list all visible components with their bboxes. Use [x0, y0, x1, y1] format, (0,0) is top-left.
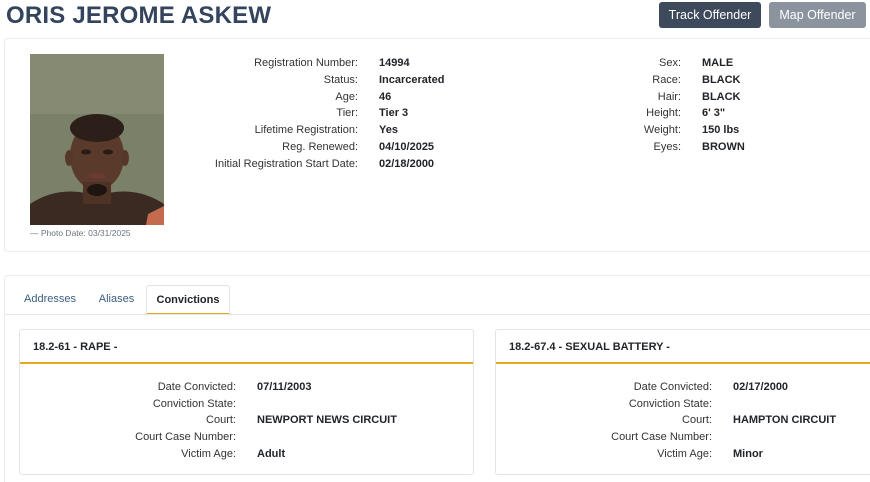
- race-label: Race:: [652, 74, 681, 86]
- offender-photo-image: [30, 54, 164, 225]
- height-label: Height:: [646, 107, 681, 119]
- map-offender-button[interactable]: Map Offender: [769, 2, 866, 28]
- weight-value: 150 lbs: [702, 124, 740, 136]
- tier-value: Tier 3: [379, 107, 409, 119]
- registration-number-label: Registration Number:: [254, 57, 358, 69]
- age-value: 46: [379, 91, 392, 103]
- court-label: Court:: [206, 414, 236, 426]
- sex-value: MALE: [702, 57, 734, 69]
- tab-addresses[interactable]: Addresses: [24, 293, 76, 305]
- initial-registration-label: Initial Registration Start Date:: [214, 158, 358, 170]
- hair-label: Hair:: [657, 91, 681, 103]
- tab-aliases[interactable]: Aliases: [98, 293, 135, 305]
- weight-label: Weight:: [643, 124, 681, 136]
- victim-age-label: Victim Age:: [657, 448, 712, 460]
- eyes-value: BROWN: [702, 141, 745, 153]
- sex-label: Sex:: [658, 57, 681, 69]
- registration-number-value: 14994: [379, 57, 410, 69]
- reg-renewed-label: Reg. Renewed:: [282, 141, 358, 153]
- eyes-label: Eyes:: [653, 141, 681, 153]
- photo-date-caption: — Photo Date: 03/31/2025: [30, 228, 131, 238]
- court-label: Court:: [682, 414, 712, 426]
- race-value: BLACK: [702, 74, 741, 86]
- date-convicted-label: Date Convicted:: [633, 381, 712, 393]
- date-convicted-value: 07/11/2003: [257, 381, 312, 393]
- tabs-divider: [5, 314, 870, 315]
- hair-value: BLACK: [702, 91, 741, 103]
- tier-label: Tier:: [336, 107, 358, 119]
- page-title: ORIS JEROME ASKEW: [6, 2, 272, 29]
- court-value: NEWPORT NEWS CIRCUIT: [257, 414, 397, 426]
- age-label: Age:: [335, 91, 358, 103]
- height-value: 6' 3": [702, 107, 726, 119]
- initial-registration-value: 02/18/2000: [379, 158, 435, 170]
- court-case-number-label: Court Case Number:: [135, 431, 236, 443]
- offender-photo: [30, 54, 164, 225]
- conviction-state-label: Conviction State:: [628, 398, 712, 410]
- victim-age-value: Minor: [733, 448, 763, 460]
- conviction-title: 18.2-67.4 - SEXUAL BATTERY -: [496, 330, 870, 364]
- reg-renewed-value: 04/10/2025: [379, 141, 435, 153]
- track-offender-button[interactable]: Track Offender: [659, 2, 761, 28]
- status-value: Incarcerated: [379, 74, 445, 86]
- conviction-card: [19, 329, 474, 475]
- date-convicted-value: 02/17/2000: [733, 381, 789, 393]
- date-convicted-label: Date Convicted:: [157, 381, 236, 393]
- tab-convictions[interactable]: Convictions: [146, 285, 230, 315]
- victim-age-value: Adult: [257, 448, 286, 460]
- lifetime-registration-value: Yes: [379, 124, 398, 136]
- court-case-number-label: Court Case Number:: [611, 431, 712, 443]
- conviction-title: 18.2-61 - RAPE -: [20, 330, 473, 364]
- conviction-state-label: Conviction State:: [152, 398, 236, 410]
- court-value: HAMPTON CIRCUIT: [733, 414, 837, 426]
- lifetime-registration-label: Lifetime Registration:: [254, 124, 358, 136]
- victim-age-label: Victim Age:: [181, 448, 236, 460]
- status-label: Status:: [323, 74, 358, 86]
